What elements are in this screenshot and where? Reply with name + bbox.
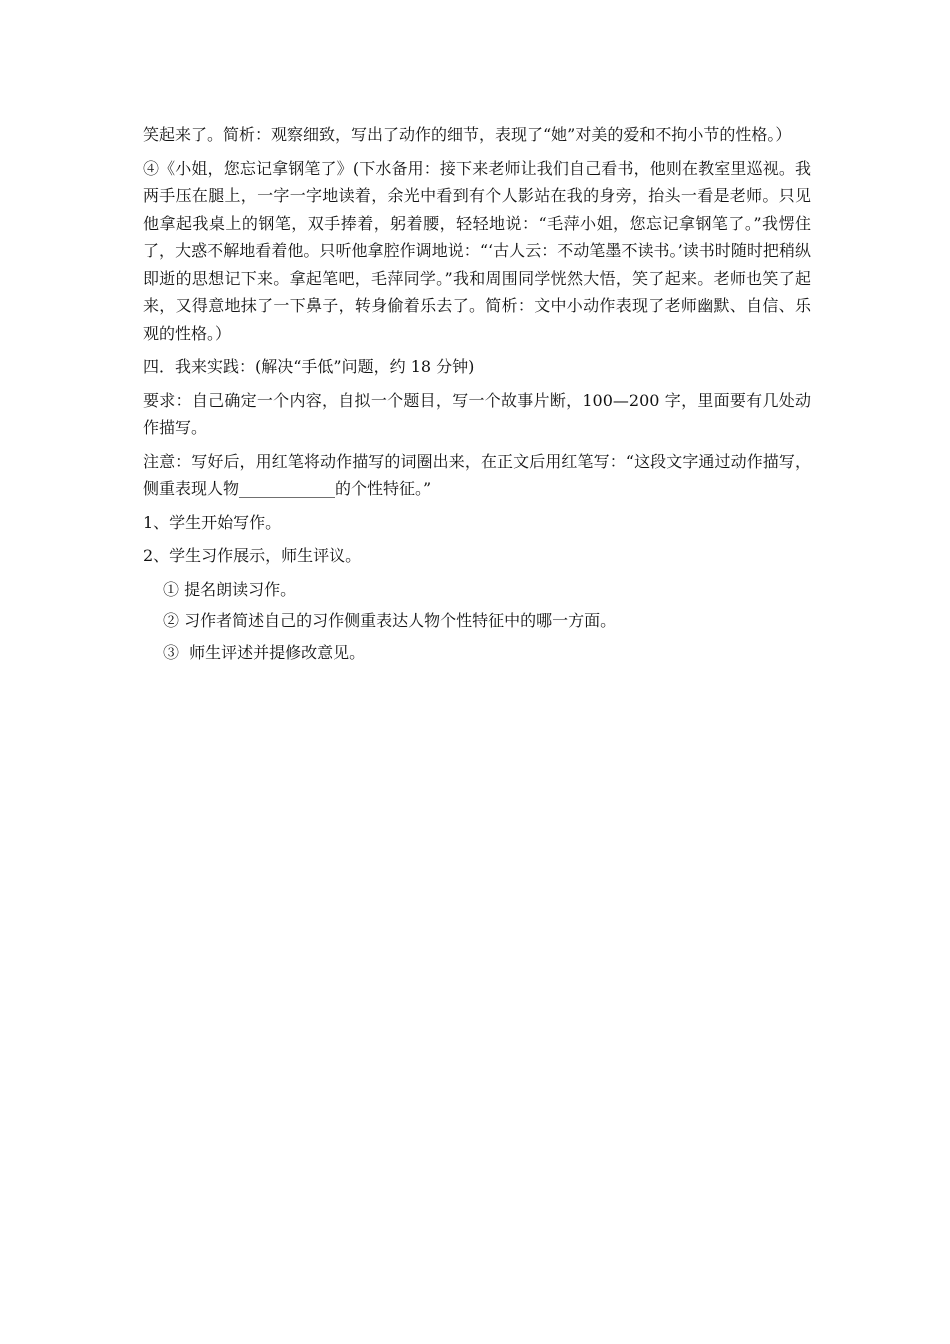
paragraph-continuation: 笑起来了。简析：观察细致，写出了动作的细节，表现了“她”对美的爱和不拘小节的性格。） (143, 125, 792, 144)
paragraph-example-four: ④《小姐，您忘记拿钢笔了》(下水备用：接下来老师让我们自己看书，他则在教室里巡视。我两手压在腿上，一字一字地读着，余光中看到有个人影站在我的身旁，抬头一看是老师。只见他拿起我桌上的钢笔，双手捧着，躬着腰，轻轻地说：“毛萍小姐，您忘记拿钢笔了。”我愣住了，大惑不解地看着他。只听他拿腔作调地说：“‘古人云：不动笔墨不读书。’读书时随时把稍纵即逝的思想记下来。拿起笔吧，毛萍同学。”我和周围同学恍然大悟，笑了起来。老师也笑了起来，又得意地抹了一下鼻子，转身偷着乐去了。简析：文中小动作表现了老师幽默、自信、乐观的性格。） (143, 158, 811, 343)
sub-item-author-describe: ② 习作者简述自己的习作侧重表达人物个性特征中的哪一方面。 (163, 611, 617, 630)
step-two: 2、学生习作展示，师生评议。 (143, 546, 362, 565)
sub-item-read-aloud: ① 提名朗读习作。 (163, 579, 297, 599)
step-one: 1、学生开始写作。 (143, 512, 282, 532)
section-heading-practice: 四．我来实践：(解决“手低”问题，约 18 分钟) (143, 357, 475, 376)
paragraph-notes: 注意：写好后，用红笔将动作描写的词圈出来，在正文后用红笔写：“这段文字通过动作描写，侧重表现人物____________的个性特征。” (143, 451, 811, 498)
sub-item-review: ③ 师生评述并提修改意见。 (163, 642, 366, 662)
paragraph-requirements: 要求：自己确定一个内容，自拟一个题目，写一个故事片断，100—200 字，里面要有几处动作描写。 (143, 390, 811, 437)
document-body (143, 121, 811, 670)
